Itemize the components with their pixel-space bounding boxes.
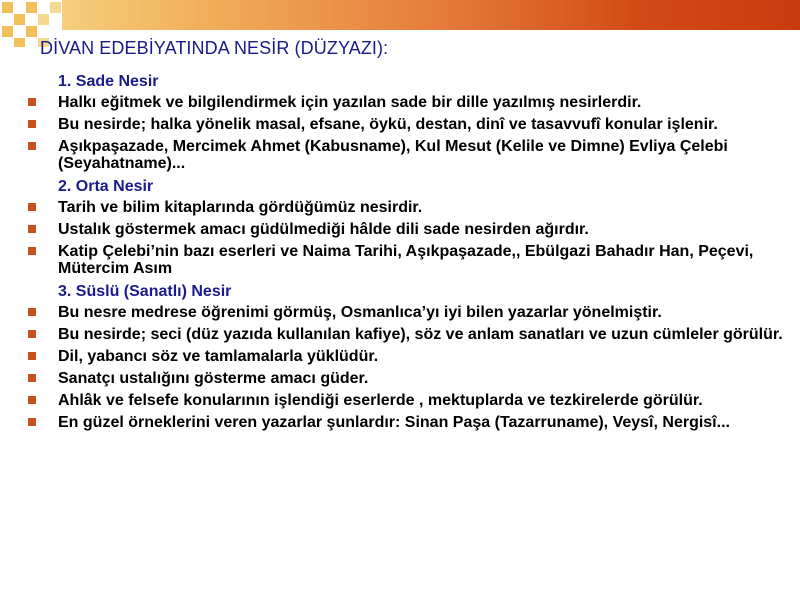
list-item	[28, 221, 788, 238]
square-bullet-icon	[28, 142, 36, 150]
header-gradient-bar	[0, 0, 800, 30]
list-item-text: Bu nesirde; seci (düz yazıda kullanılan kafiye), söz ve anlam sanatları ve uzun cümleler görülür.	[58, 326, 783, 343]
slide-title: DİVAN EDEBİYATINDA NESİR (DÜZYAZI):	[40, 38, 389, 58]
square-bullet-icon	[28, 352, 36, 360]
list-item	[28, 414, 788, 431]
square-bullet-icon	[28, 120, 36, 128]
list-item-text: Sanatçı ustalığını gösterme amacı güder.	[58, 370, 369, 387]
list-item	[28, 116, 788, 133]
list-item-text: Katip Çelebi’nin bazı eserleri ve Naima Tarihi, Aşıkpaşazade,, Ebülgazi Bahadır Han, Peçevi, Mütercim Asım	[58, 243, 754, 277]
list-item	[28, 94, 788, 111]
list-item-text: Ustalık göstermek amacı güdülmediği hâlde dili sade nesirden ağırdır.	[58, 221, 589, 238]
list-item-text: Bu nesirde; halka yönelik masal, efsane, öykü, destan, dinî ve tasavvufî konular işlenir.	[58, 116, 718, 133]
square-bullet-icon	[28, 308, 36, 316]
list-item-text: Ahlâk ve felsefe konularının işlendiği eserlerde , mektuplarda ve tezkirelerde görülür.	[58, 392, 703, 409]
square-bullet-icon	[28, 418, 36, 426]
list-item	[28, 138, 788, 172]
square-bullet-icon	[28, 374, 36, 382]
list-item-text: Bu nesre medrese öğrenimi görmüş, Osmanlıca’yı iyi bilen yazarlar yönelmiştir.	[58, 304, 662, 321]
list-item	[28, 370, 788, 387]
list-item	[28, 392, 788, 409]
square-bullet-icon	[28, 98, 36, 106]
list-item-text: Dil, yabancı söz ve tamlamalarla yüklüdür.	[58, 348, 379, 365]
list-item	[28, 199, 788, 216]
section-heading: 2. Orta Nesir	[58, 178, 154, 195]
slide-content	[28, 72, 788, 436]
section-heading: 3. Süslü (Sanatlı) Nesir	[58, 283, 232, 300]
list-item	[28, 326, 788, 343]
list-item-text: Tarih ve bilim kitaplarında gördüğümüz nesirdir.	[58, 199, 423, 216]
list-item	[28, 304, 788, 321]
square-bullet-icon	[28, 247, 36, 255]
square-bullet-icon	[28, 225, 36, 233]
square-bullet-icon	[28, 203, 36, 211]
square-bullet-icon	[28, 396, 36, 404]
section-heading: 1. Sade Nesir	[58, 73, 159, 90]
list-item-text: Halkı eğitmek ve bilgilendirmek için yazılan sade bir dille yazılmış nesirlerdir.	[58, 94, 642, 111]
list-item	[28, 243, 788, 277]
list-item	[28, 348, 788, 365]
list-item-text: Aşıkpaşazade, Mercimek Ahmet (Kabusname), Kul Mesut (Kelile ve Dimne) Evliya Çelebi (Seyahatname)...	[58, 138, 728, 172]
list-item-text: En güzel örneklerini veren yazarlar şunlardır: Sinan Paşa (Tazarruname), Veysî, Nergisî...	[58, 414, 730, 431]
square-bullet-icon	[28, 330, 36, 338]
